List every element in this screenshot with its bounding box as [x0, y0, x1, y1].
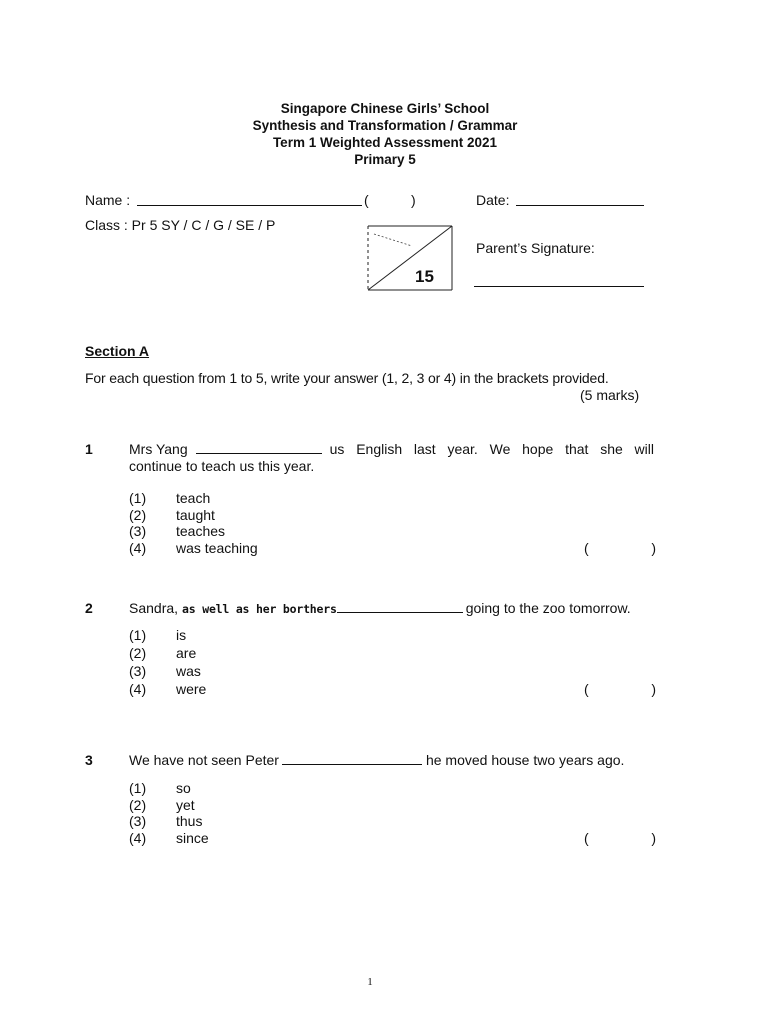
section-a-marks: (5 marks) — [580, 387, 640, 403]
parent-signature-label: Parent’s Signature: — [476, 240, 595, 256]
option-1: (1) teach — [129, 490, 211, 506]
option-4: (4) since — [129, 829, 209, 846]
option-4: (4) was teaching — [129, 539, 258, 556]
option-2: (2) are — [129, 645, 197, 661]
name-field — [85, 192, 130, 208]
page-number: 1 — [367, 976, 373, 988]
question-3-answer-bracket[interactable]: ( ) — [584, 830, 656, 846]
option-1: (1) so — [129, 780, 191, 796]
question-1-stem — [129, 441, 654, 474]
question-2-text-before: Sandra, — [129, 600, 179, 616]
question-3-number: 3 — [85, 752, 93, 768]
option-1: (1) is — [129, 627, 187, 643]
question-1-answer-bracket[interactable]: ( ) — [584, 540, 656, 556]
question-1-text-after: us English last year. We hope that she will — [329, 441, 654, 457]
name-blank[interactable] — [137, 193, 362, 206]
register-number-close: ) — [411, 192, 416, 208]
document-header — [0, 100, 770, 168]
school-name: Singapore Chinese Girls’ School — [280, 101, 490, 116]
date-blank[interactable] — [516, 193, 644, 206]
question-2-blank[interactable] — [337, 600, 463, 613]
section-a-title: Section A — [85, 343, 150, 359]
option-2: (2) yet — [129, 796, 195, 813]
register-number-open: ( — [364, 192, 369, 208]
question-3-text-before: We have not seen Peter — [129, 752, 279, 768]
question-2-text-after: going to the zoo tomorrow. — [465, 600, 631, 616]
name-label: Name : — [85, 192, 131, 208]
option-3: (3) thus — [129, 813, 203, 829]
section-a-instruction: For each question from 1 to 5, write your answer (1, 2, 3 or 4) in the brackets provided. — [85, 370, 609, 386]
question-2-options — [129, 626, 206, 698]
question-2-number: 2 — [85, 600, 93, 616]
question-2-stem — [129, 600, 631, 616]
subject-title: Synthesis and Transformation / Grammar — [252, 118, 518, 133]
question-3-stem — [129, 752, 624, 768]
question-3-blank[interactable] — [282, 752, 422, 765]
level-title: Primary 5 — [354, 152, 416, 167]
question-1-text-line2: continue to teach us this year. — [129, 458, 315, 474]
class-label: Class : Pr 5 SY / C / G / SE / P — [85, 217, 276, 233]
option-3: (3) teaches — [129, 523, 226, 539]
option-3: (3) was — [129, 663, 201, 679]
parent-signature-blank[interactable] — [474, 274, 644, 287]
question-2-handwritten-text: as well as her borthers — [182, 602, 337, 616]
option-4: (4) were — [129, 681, 207, 697]
assessment-title: Term 1 Weighted Assessment 2021 — [272, 135, 498, 150]
question-1-number: 1 — [85, 441, 93, 457]
question-2-answer-bracket[interactable]: ( ) — [584, 681, 656, 697]
score-box — [366, 224, 454, 294]
date-label: Date: — [476, 192, 510, 208]
option-2: (2) taught — [129, 506, 215, 523]
question-1-options — [129, 490, 258, 556]
question-3-text-after: he moved house two years ago. — [425, 752, 625, 768]
question-1-text-before: Mrs Yang — [129, 441, 188, 457]
total-score: 15 — [415, 267, 434, 286]
question-3-options — [129, 780, 209, 846]
question-1-blank[interactable] — [196, 441, 322, 454]
